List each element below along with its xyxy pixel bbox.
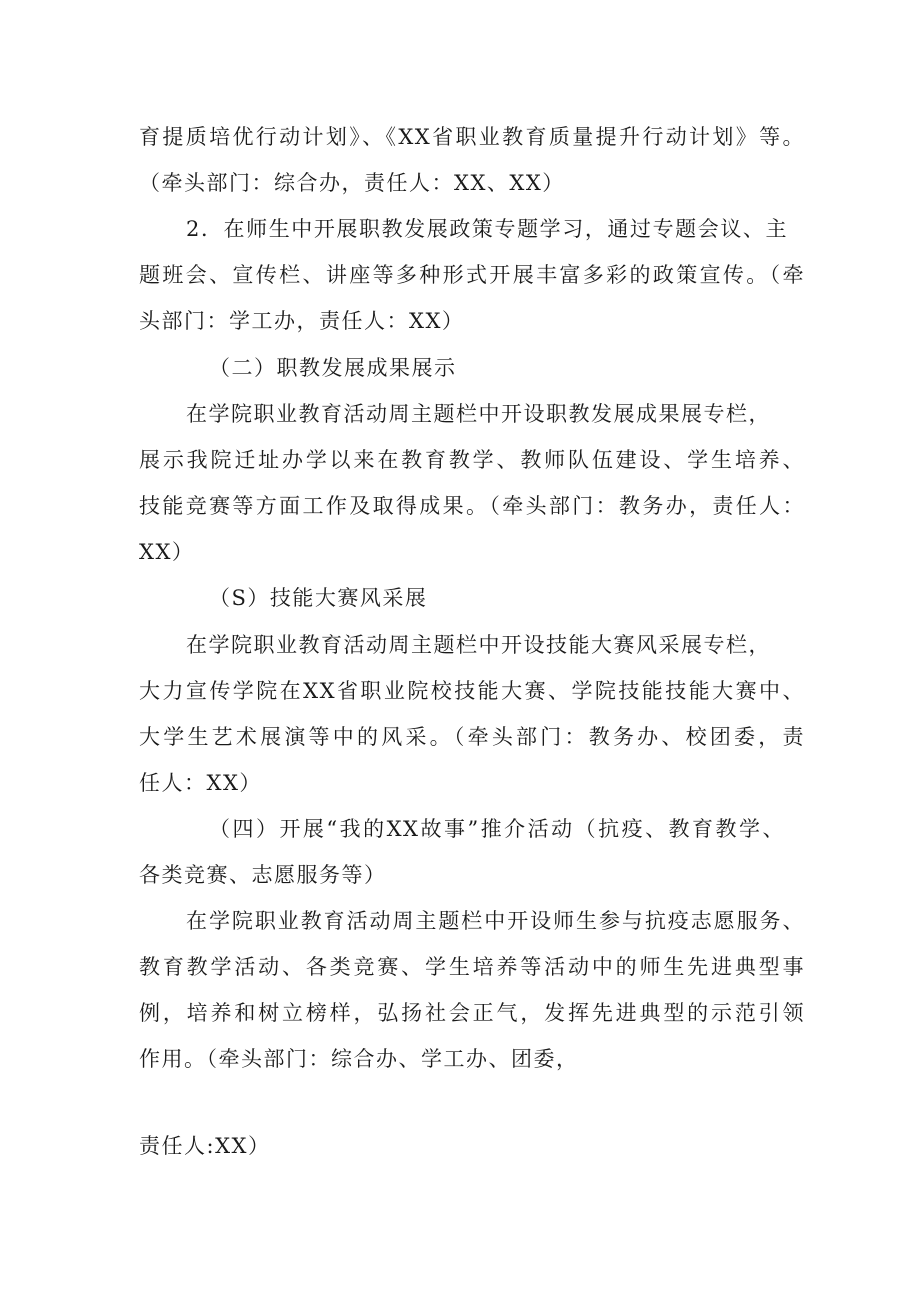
section-heading-4: （四）开展“我的XX故事”推介活动（抗疫、教育教学、: [209, 817, 785, 841]
text-line-15: 任人：XX）: [139, 771, 262, 795]
text-line-5: 头部门：学工办，责任人：XX）: [139, 309, 465, 333]
text-line-1: 育提质培优行动计划》、《XX省职业教育质量提升行动计划》等。: [139, 125, 805, 149]
text-line-12: 在学院职业教育活动周主题栏中开设技能大赛风采展专栏，: [186, 633, 771, 657]
text-line-14: 大学生艺术展演等中的风采。（牵头部门：教务办、校团委，责: [139, 725, 805, 749]
text-line-4: 题班会、宣传栏、讲座等多种形式开展丰富多彩的政策宣传。（牵: [139, 263, 805, 287]
text-line-18: 在学院职业教育活动周主题栏中开设师生参与抗疫志愿服务、: [186, 909, 805, 933]
text-line-3: 2．在师生中开展职教发展政策专题学习，通过专题会议、主: [186, 217, 788, 241]
section-heading-2: （二）职教发展成果展示: [209, 356, 457, 380]
text-line-2: （牵头部门：综合办，责任人：XX、XX）: [139, 171, 565, 195]
text-line-7: 在学院职业教育活动周主题栏中开设职教发展成果展专栏，: [186, 402, 771, 426]
text-line-9: 技能竞赛等方面工作及取得成果。（牵头部门：教务办，责任人：: [139, 494, 805, 518]
text-line-19: 教育教学活动、各类竞赛、学生培养等活动中的师生先进典型事: [139, 955, 805, 979]
section-heading-3: （S）技能大赛风采展: [209, 586, 428, 610]
text-line-21: 作用。（牵头部门：综合办、学工办、团委，: [139, 1047, 579, 1071]
text-line-8: 展示我院迁址办学以来在教育教学、教师队伍建设、学生培养、: [139, 448, 805, 472]
text-line-13: 大力宣传学院在XX省职业院校技能大赛、学院技能技能大赛中、: [139, 679, 805, 703]
text-line-20: 例，培养和树立榜样，弘扬社会正气，发挥先进典型的示范引领: [139, 1001, 805, 1025]
text-line-10: XX）: [139, 540, 195, 564]
text-line-17: 各类竞赛、志愿服务等）: [139, 863, 387, 887]
text-line-22: 责任人:XX）: [139, 1134, 271, 1158]
